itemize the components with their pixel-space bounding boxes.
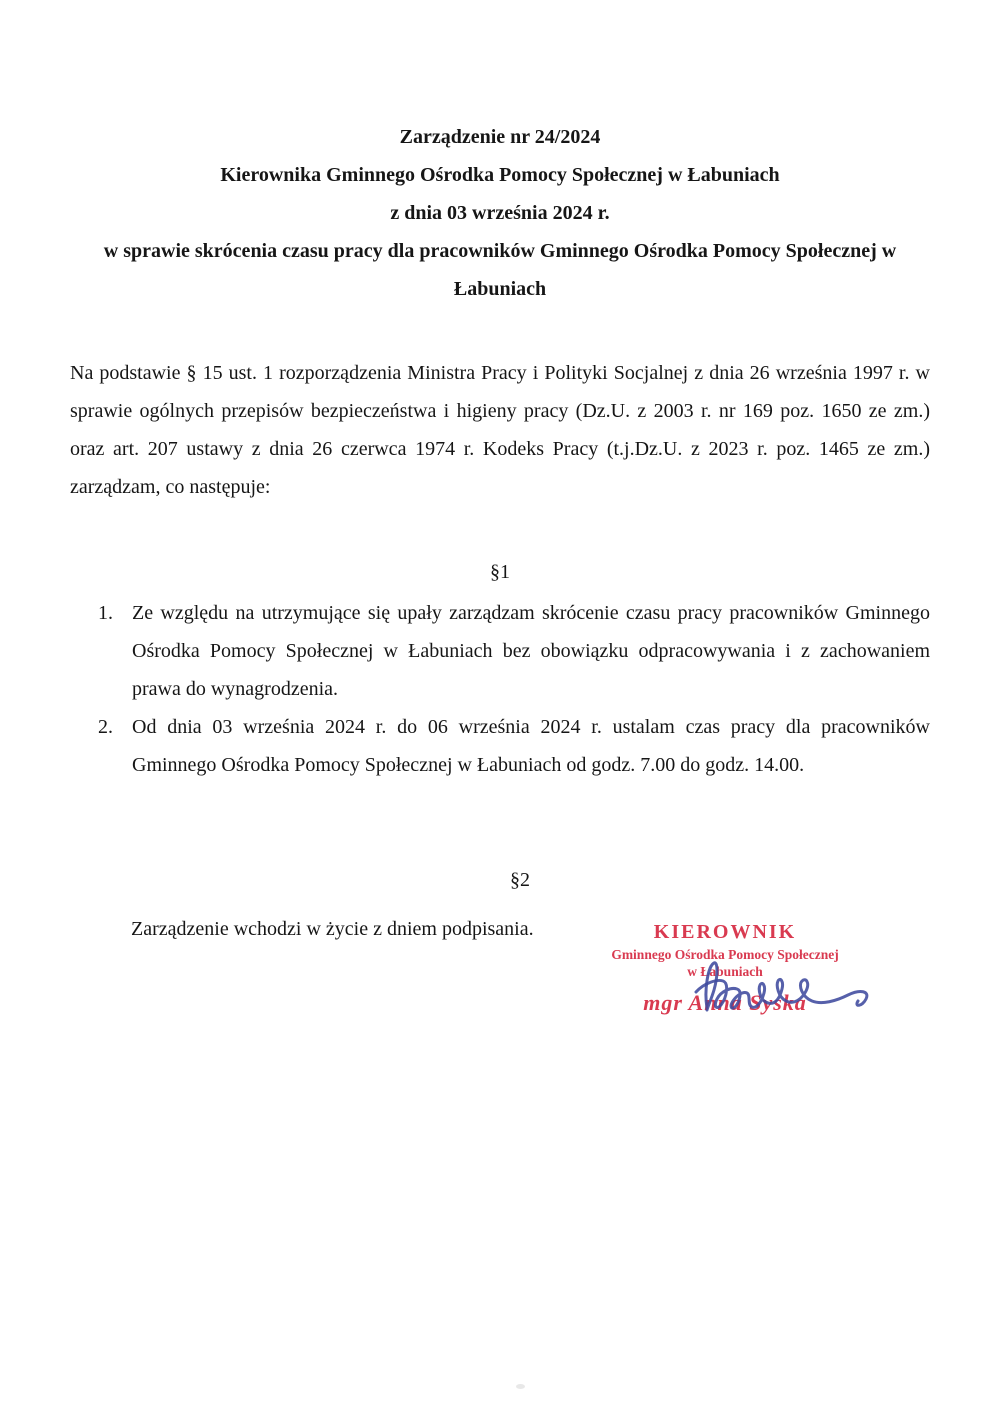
closing-sentence: Zarządzenie wchodzi w życie z dniem podpisania. (131, 918, 534, 940)
signature-role: KIEROWNIK (653, 921, 797, 943)
title-line-subject: w sprawie skrócenia czasu pracy dla pracowników Gminnego Ośrodka Pomocy Społecznej w (103, 240, 897, 262)
signature-location: w Łabuniach (687, 964, 763, 979)
section-1-heading: §1 (490, 561, 510, 583)
signature-stamp-block (585, 920, 865, 1016)
list-item-number: 1. (98, 602, 113, 624)
list-item-text: Ze względu na utrzymujące się upały zarządzam skrócenie czasu pracy pracowników Gminnego Ośrodka Pomocy Społecznej w Łabuniach bez obowiązku odpracowywania i z zachowaniem prawa do wynagrodzenia. (132, 602, 930, 700)
legal-basis-paragraph: Na podstawie § 15 ust. 1 rozporządzenia Ministra Pracy i Polityki Socjalnej z dnia 26 września 1997 r. w sprawie ogólnych przepisów bezpieczeństwa i higieny pracy (Dz.U. z 2003 r. nr 169 poz. 1650 ze zm.) oraz art. 207 ustawy z dnia 26 czerwca 1974 r. Kodeks Pracy (t.j.Dz.U. z 2023 r. poz. 1465 ze zm.) zarządzam, co następuje: (70, 362, 930, 498)
document-title-block (70, 118, 930, 308)
signature-name: mgr Anna Syska (643, 990, 807, 1015)
title-line-date: z dnia 03 września 2024 r. (390, 202, 610, 224)
list-item-number: 2. (98, 716, 113, 738)
list-item-text: Od dnia 03 września 2024 r. do 06 września 2024 r. ustalam czas pracy dla pracowników Gminnego Ośrodka Pomocy Społecznej w Łabuniach od godz. 7.00 do godz. 14.00. (132, 716, 930, 776)
signature-organization: Gminnego Ośrodka Pomocy Społecznej (611, 947, 839, 962)
scan-artifact (516, 1384, 525, 1389)
section-2-heading: §2 (510, 869, 530, 891)
title-line-number: Zarządzenie nr 24/2024 (399, 126, 601, 148)
list-item (98, 594, 930, 708)
section-1-list (98, 594, 930, 784)
title-line-subject-wrap: Łabuniach (453, 278, 547, 300)
list-item (98, 708, 930, 784)
title-line-issuer: Kierownika Gminnego Ośrodka Pomocy Społecznej w Łabuniach (220, 164, 780, 186)
